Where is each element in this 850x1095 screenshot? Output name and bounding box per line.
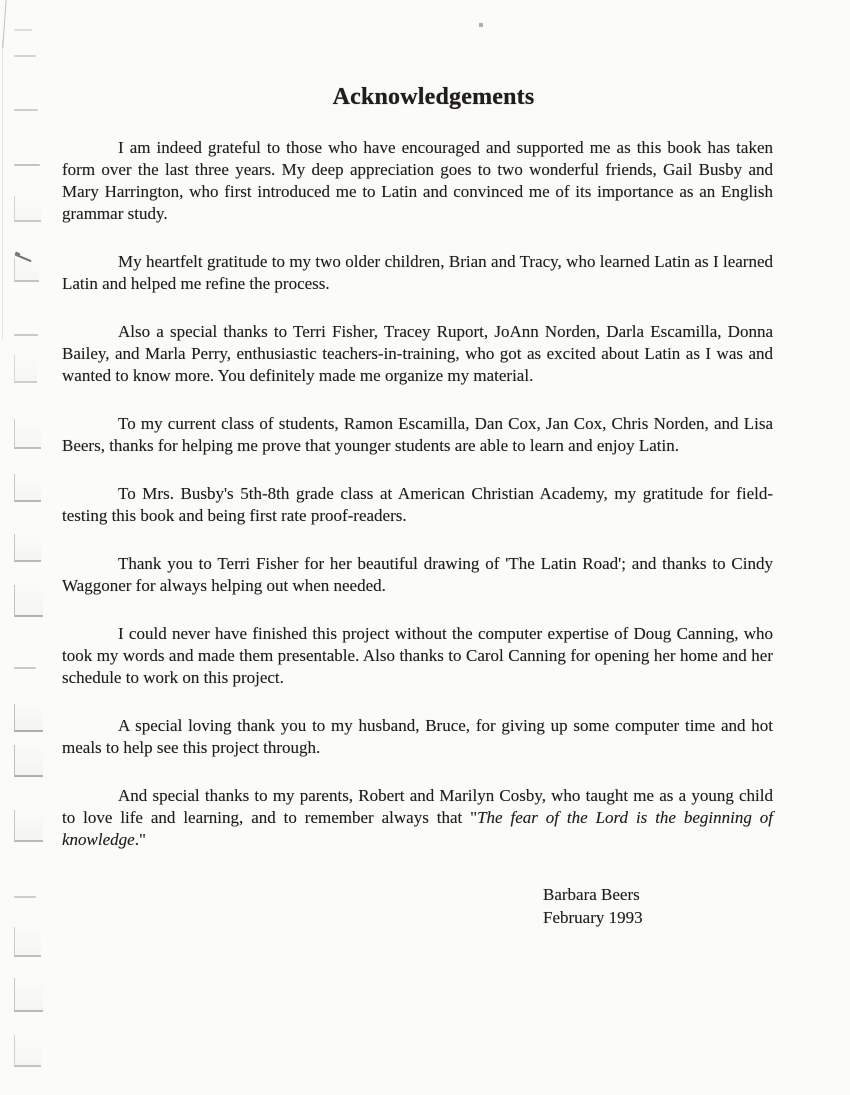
- binding-mark-artifact: [14, 355, 37, 383]
- binding-mark-artifact: [14, 978, 43, 1012]
- binding-mark-artifact: [14, 667, 36, 669]
- paragraph-teachers-in-training: Also a special thanks to Terri Fisher, Tracey Ruport, JoAnn Norden, Darla Escamilla, Donna Bailey, and Marla Perry, enthusiastic teachers-in-training, who got as excited about Latin as I was and wanted to know more. You definitely made me organize my material.: [62, 322, 773, 385]
- binding-mark-artifact: [14, 745, 43, 777]
- binding-mark-artifact: [14, 896, 36, 898]
- binding-mark-artifact: [14, 334, 38, 336]
- binding-mark-artifact: [14, 704, 43, 732]
- paragraph-academy-class: To Mrs. Busby's 5th-8th grade class at American Christian Academy, my gratitude for field-testing this book and being first rate proof-readers.: [62, 484, 773, 525]
- binding-mark-artifact: [14, 534, 41, 562]
- page-content: [62, 84, 773, 929]
- binding-mark-artifact: [14, 258, 39, 282]
- binding-mark-artifact: [14, 196, 41, 222]
- binding-mark-artifact: [14, 164, 40, 166]
- paragraph-husband-thanks: A special loving thank you to my husband, Bruce, for giving up some computer time and hot meals to help see this project through.: [62, 716, 773, 757]
- binding-mark-artifact: [14, 29, 32, 31]
- paragraph-text: And special thanks to my parents, Robert and Marilyn Cosby, who taught me as a young child to love life and learning, and to remember always that ": [62, 786, 773, 827]
- binding-mark-artifact: [14, 1035, 41, 1067]
- scripture-quote: The fear of the Lord is the beginning of knowledge: [62, 808, 774, 849]
- scan-speck-artifact: [479, 23, 483, 27]
- paragraph-drawing-thanks: Thank you to Terri Fisher for her beautiful drawing of 'The Latin Road'; and thanks to Cindy Waggoner for always helping out when needed.: [62, 554, 773, 595]
- signature-name: Barbara Beers: [543, 885, 640, 904]
- binding-mark-artifact: [14, 810, 43, 842]
- binding-mark-artifact: [14, 109, 38, 111]
- paragraph-gratitude-friends: I am indeed grateful to those who have encouraged and supported me as this book has taken form over the last three years. My deep appreciation goes to two wonderful friends, Gail Busby and Mary Harrington, who first introduced me to Latin and convinced me of its importance as an English grammar study.: [62, 138, 773, 223]
- binding-mark-artifact: [14, 474, 41, 502]
- binding-mark-artifact: [14, 419, 41, 449]
- binding-mark-artifact: [14, 585, 43, 617]
- paragraph-older-children: My heartfelt gratitude to my two older children, Brian and Tracy, who learned Latin as I learned Latin and helped me refine the process.: [62, 252, 773, 293]
- paragraph-parents-thanks: [62, 785, 773, 851]
- signature-date: February 1993: [543, 908, 643, 927]
- page-edge-line-artifact: [2, 40, 3, 340]
- pen-mark-artifact: [15, 254, 31, 262]
- paragraph-computer-help: I could never have finished this project without the computer expertise of Doug Canning, who took my words and made them presentable. Also thanks to Carol Canning for opening her home and her schedule to work on this project.: [62, 624, 773, 687]
- binding-mark-artifact: [14, 55, 36, 57]
- paragraph-text: .": [134, 830, 146, 849]
- paragraph-current-class: To my current class of students, Ramon Escamilla, Dan Cox, Jan Cox, Chris Norden, and Lisa Beers, thanks for helping me prove that younger students are able to learn and enjoy Latin.: [62, 414, 773, 455]
- page-edge-curve-artifact: [2, 0, 6, 48]
- page-title: Acknowledgements: [332, 84, 535, 110]
- signature-block: [543, 883, 773, 929]
- binding-mark-artifact: [14, 927, 41, 957]
